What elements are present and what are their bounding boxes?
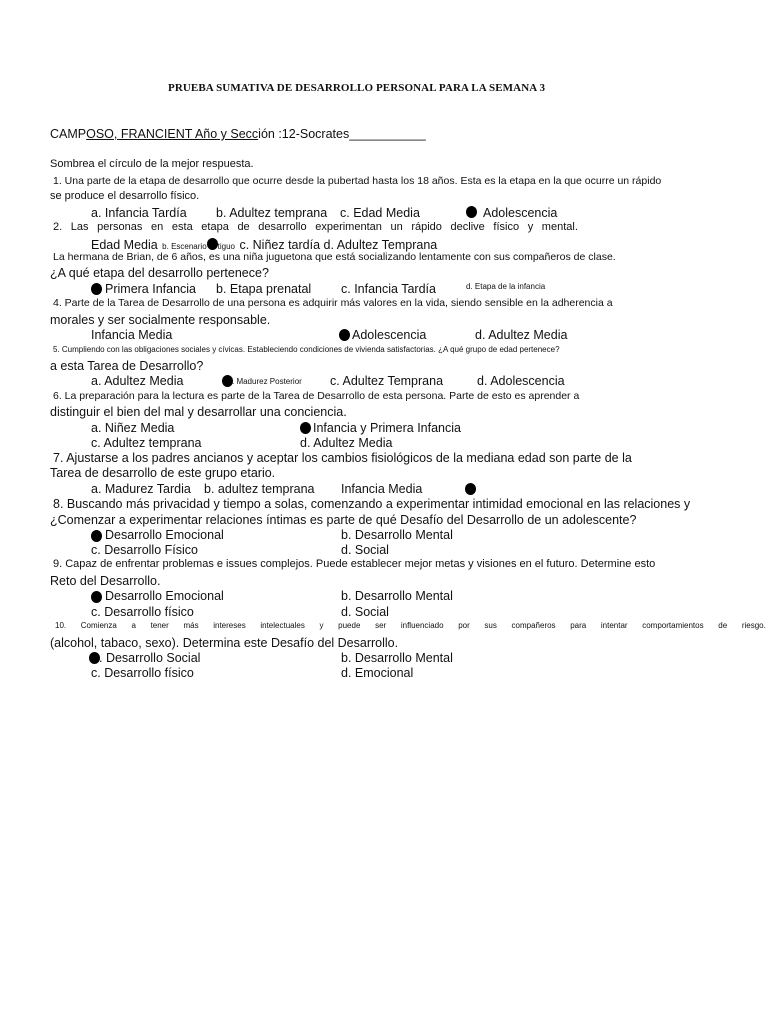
q8-text: 8. Buscando más privacidad y tiempo a solas, comenzando a experimentar intimidad emocional en las relaciones y	[53, 497, 691, 511]
student-name-plain: CAMP	[50, 127, 87, 141]
q6-text: 6. La preparación para la lectura es parte de la Tarea de Desarrollo de esta persona. Parte de esto es aprender a	[53, 390, 580, 402]
q4-text-cont: morales y ser socialmente responsable.	[50, 313, 271, 327]
q5-option-b: . Madurez Posterior	[232, 377, 302, 386]
q7-option-b: b. adultez temprana	[204, 482, 315, 496]
student-name-underlined: OSO, FRANCIENT Año y Secc	[86, 127, 259, 141]
q10-option-a: . Desarrollo Social	[99, 651, 201, 665]
q2-answer-shaded-bubble	[207, 238, 218, 250]
q8-option-c: c. Desarrollo Físico	[91, 543, 198, 557]
q8-text-cont: ¿Comenzar a experimentar relaciones íntimas es parte de qué Desafío del Desarrollo de un adolescente?	[50, 513, 637, 527]
q2-word: de	[237, 221, 250, 233]
instructions: Sombrea el círculo de la mejor respuesta.	[50, 158, 254, 170]
q5-text: 5. Cumpliendo con las obligaciones sociales y cívicas. Estableciendo condiciones de vivienda satisfactorias. ¿A qué grupo de edad pertenece?	[53, 345, 560, 354]
q3-option-b: b. Etapa prenatal	[216, 282, 312, 296]
q10-word: a	[131, 621, 136, 630]
q8-option-d: d. Social	[341, 543, 389, 557]
q10-word: y	[319, 621, 324, 630]
q8-answer-shaded-bubble	[91, 530, 102, 542]
q2-option-b: b. Escenario	[162, 242, 207, 251]
q6-option-b: Infancia y Primera Infancia	[313, 421, 461, 435]
q9-option-d: d. Social	[341, 605, 389, 619]
q10-text	[55, 621, 766, 630]
q2-word: desarrollo	[258, 221, 307, 233]
q3-text: La hermana de Brian, de 6 años, es una niña juguetona que está socializando lentamente con sus compañeros de clase.	[53, 251, 616, 263]
q10-text-cont: (alcohol, tabaco, sexo). Determina este Desafío del Desarrollo.	[50, 636, 399, 650]
q2-word: personas	[97, 221, 143, 233]
q3-option-a: Primera Infancia	[105, 282, 197, 296]
q2-text	[53, 221, 578, 233]
q10-word: riesgo.	[741, 621, 766, 630]
q2-word: un	[390, 221, 403, 233]
student-section: ión :12-Socrates	[258, 127, 350, 141]
q10-word: sus	[484, 621, 497, 630]
q2-word: y	[527, 221, 534, 233]
q2-word: en	[151, 221, 164, 233]
q4-option-a: Infancia Media	[91, 328, 173, 342]
q1-text-cont: se produce el desarrollo físico.	[50, 190, 200, 202]
q10-word: comportamientos	[642, 621, 704, 630]
q10-word: intereses	[213, 621, 246, 630]
q7-text: 7. Ajustarse a los padres ancianos y aceptar los cambios fisiológicos de la mediana edad son parte de la	[53, 451, 632, 465]
q2-word: físico	[493, 221, 520, 233]
q9-option-c: c. Desarrollo físico	[91, 605, 194, 619]
q7-option-a: a. Madurez Tardia	[91, 482, 191, 496]
q8-option-a: Desarrollo Emocional	[105, 528, 224, 542]
q7-option-c: Infancia Media	[341, 482, 423, 496]
q10-word: influenciado	[400, 621, 444, 630]
q9-answer-shaded-bubble	[91, 591, 102, 603]
q8-option-b: b. Desarrollo Mental	[341, 528, 453, 542]
q10-word: Comienza	[80, 621, 117, 630]
q9-text-cont: Reto del Desarrollo.	[50, 574, 161, 588]
q2-word: mental.	[541, 221, 578, 233]
q2-option-b-end: tiguo	[217, 242, 235, 251]
q10-word: ser	[375, 621, 387, 630]
q5-option-c: c. Adultez Temprana	[330, 374, 444, 388]
q2-word: esta	[171, 221, 193, 233]
q1-option-a: a. Infancia Tardía	[91, 206, 187, 220]
q3-option-c: c. Infancia Tardía	[341, 282, 436, 296]
q2-word: 2.	[53, 221, 63, 233]
q3-answer-shaded-bubble	[91, 283, 102, 295]
q1-option-d: Adolescencia	[483, 206, 558, 220]
q5-option-a: a. Adultez Media	[91, 374, 184, 388]
q9-option-b: b. Desarrollo Mental	[341, 589, 453, 603]
q2-word: experimentan	[315, 221, 382, 233]
q10-word: puede	[338, 621, 361, 630]
q10-word: más	[183, 621, 199, 630]
q9-option-a: Desarrollo Emocional	[105, 589, 224, 603]
q1-option-b: b. Adultez temprana	[216, 206, 328, 220]
q10-word: intelectuales	[260, 621, 305, 630]
q2-word: declive	[450, 221, 485, 233]
q10-word: compañeros	[511, 621, 556, 630]
q2-option-cd: c. Niñez tardía d. Adultez Temprana	[239, 238, 438, 252]
q1-text: 1. Una parte de la etapa de desarrollo que ocurre desde la pubertad hasta los 18 años. Esta es la etapa en la que ocurre un rápido	[53, 175, 662, 187]
q3-option-d: d. Etapa de la infancia	[466, 282, 546, 291]
q10-word: intentar	[600, 621, 628, 630]
q9-text: 9. Capaz de enfrentar problemas e issues complejos. Puede establecer mejor metas y visiones en el futuro. Determine esto	[53, 558, 656, 570]
q10-option-b: b. Desarrollo Mental	[341, 651, 453, 665]
q6-option-d: d. Adultez Media	[300, 436, 393, 450]
q6-option-c: c. Adultez temprana	[91, 436, 202, 450]
q10-word: por	[458, 621, 470, 630]
q4-text: 4. Parte de la Tarea de Desarrollo de una persona es adquirir más valores en la vida, siendo sensible en la adherencia a	[53, 297, 613, 309]
q4-option-b: Adolescencia	[352, 328, 427, 342]
q6-answer-shaded-bubble	[300, 422, 311, 434]
q4-answer-shaded-bubble	[339, 329, 350, 341]
q1-answer-shaded-bubble	[466, 206, 477, 218]
q2-word: Las	[70, 221, 89, 233]
q10-option-d: d. Emocional	[341, 666, 414, 680]
q10-word: de	[718, 621, 728, 630]
q5-option-d: d. Adolescencia	[477, 374, 565, 388]
q7-text-cont: Tarea de desarrollo de este grupo etario.	[50, 466, 276, 480]
q5-text-cont: a esta Tarea de Desarrollo?	[50, 359, 204, 373]
student-name-line	[50, 127, 426, 141]
q10-word: para	[570, 621, 587, 630]
q7-answer-shaded-bubble	[465, 483, 476, 495]
q10-word: tener	[150, 621, 169, 630]
q10-option-c: c. Desarrollo físico	[91, 666, 194, 680]
q3-text-cont: ¿A qué etapa del desarrollo pertenece?	[50, 266, 269, 280]
q4-option-d: d. Adultez Media	[475, 328, 568, 342]
q2-word: etapa	[201, 221, 229, 233]
q1-option-c: c. Edad Media	[340, 206, 420, 220]
q6-option-a: a. Niñez Media	[91, 421, 175, 435]
student-blank: ___________	[349, 127, 426, 141]
q10-word: 10.	[55, 621, 67, 630]
page-title: PRUEBA SUMATIVA DE DESARROLLO PERSONAL PARA LA SEMANA 3	[168, 82, 546, 94]
q2-word: rápido	[411, 221, 442, 233]
q2-option-a: Edad Media	[91, 238, 158, 252]
q6-text-cont: distinguir el bien del mal y desarrollar una conciencia.	[50, 405, 347, 419]
